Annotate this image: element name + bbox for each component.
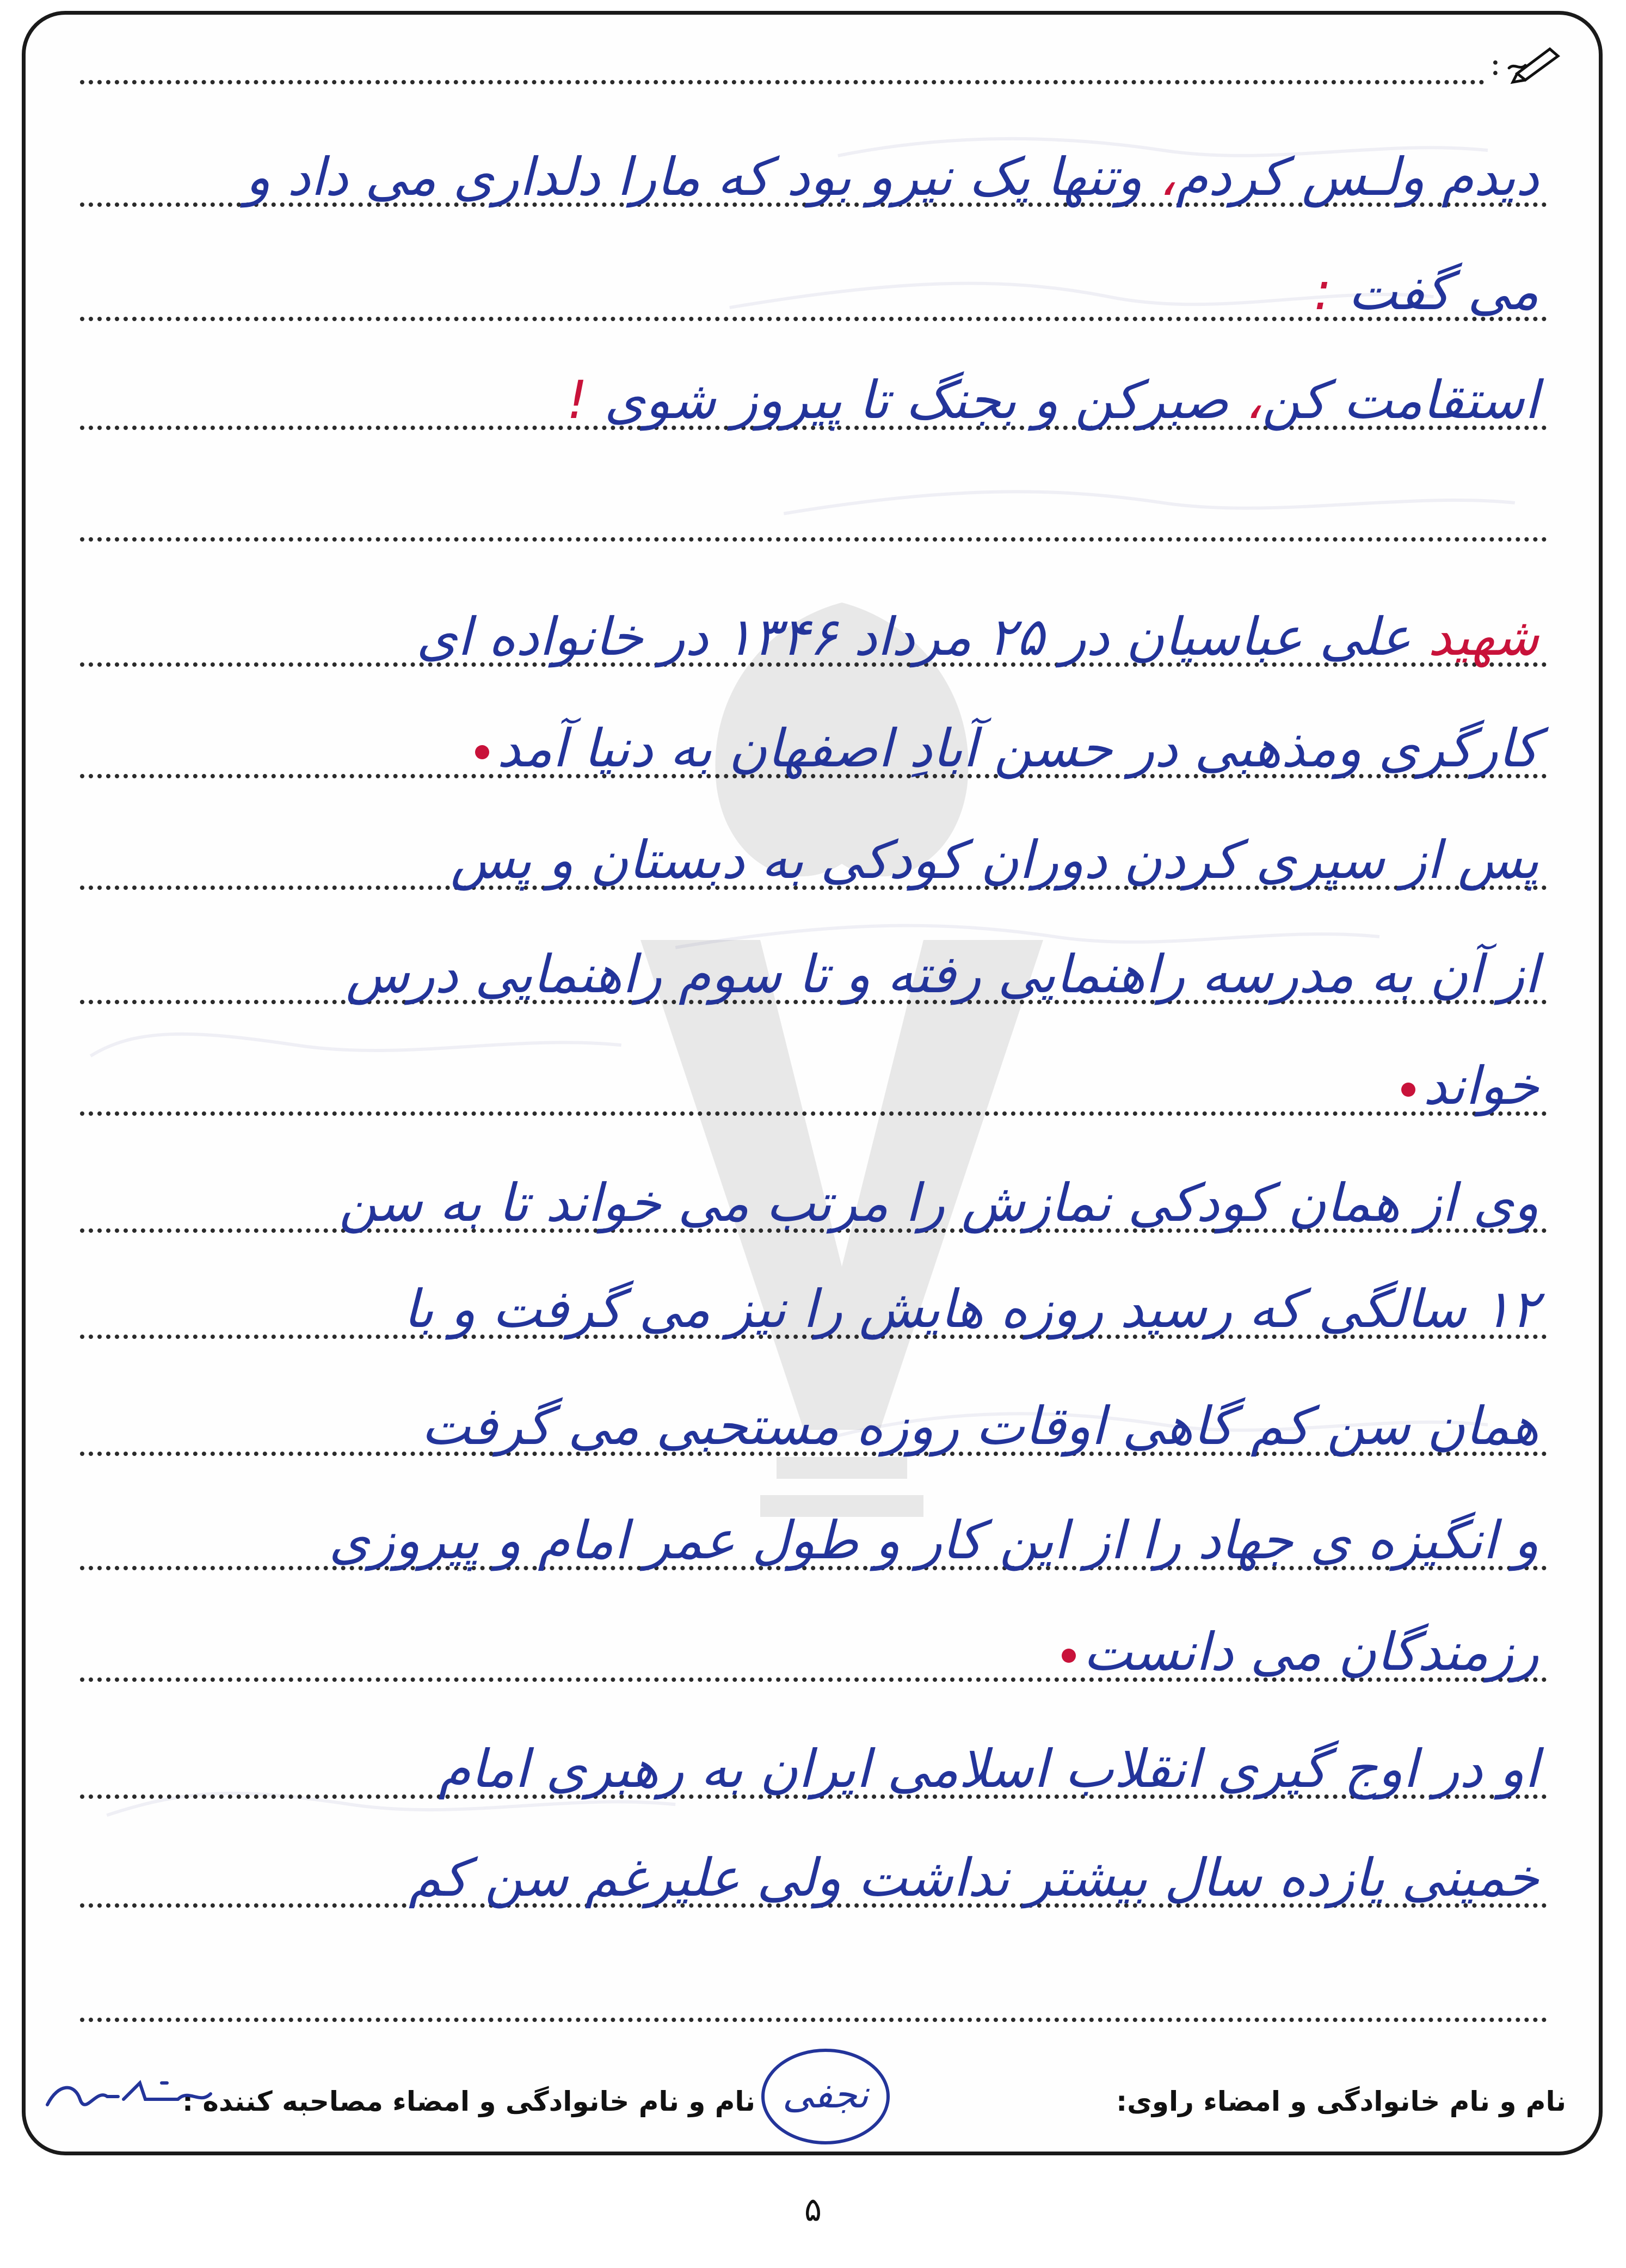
red-ink-text: شهید <box>1427 606 1539 667</box>
page-number: ۵ <box>804 2191 822 2229</box>
blue-ink-text: او در اوج گیری انقلاب اسلامی ایران به رهبری امام <box>438 1738 1539 1799</box>
blue-ink-text: دیدم ولـس کردم <box>1175 146 1539 207</box>
blue-ink-text: همان سن کم گاهی اوقات روزه مستحبی می گرفت <box>421 1396 1539 1456</box>
red-period-dot <box>1401 1083 1415 1097</box>
blue-ink-text: استقامت کن <box>1262 370 1539 431</box>
ruled-line <box>80 537 1547 542</box>
blue-ink-text: صبرکن و بجنگ تا پیروز شوی <box>604 370 1246 431</box>
handwritten-line <box>329 1510 1539 1571</box>
blue-ink-text: وتنها یک نیرو بود که مارا دلداری می داد و <box>245 146 1159 207</box>
narrator-label: نام و نام خانوادگی و امضاء راوی: <box>1116 2086 1566 2117</box>
blue-ink-text: خمینی یازده سال بیشتر نداشت ولی علیرغم سن کم <box>408 1847 1539 1908</box>
handwritten-line <box>245 146 1539 207</box>
handwritten-line <box>408 1847 1539 1908</box>
blue-ink-text: علی عباسیان در ۲۵ مرداد ۱۳۴۶ در خانواده ای <box>416 606 1428 667</box>
blue-ink-text: وی از همان کودکی نمازش را مرتب می خواند تا به سن <box>338 1172 1539 1233</box>
handwritten-line <box>338 1172 1539 1233</box>
interviewer-signature-text: نجفی <box>782 2072 869 2117</box>
pen-writing-icon <box>1506 41 1566 84</box>
handwritten-line <box>1314 261 1539 322</box>
blue-ink-text: می گفت <box>1348 261 1539 322</box>
blue-ink-text: رزمندگان می دانست <box>1083 1621 1539 1682</box>
red-period-dot <box>1062 1649 1076 1663</box>
handwritten-line <box>438 1738 1539 1799</box>
handwritten-line <box>403 1279 1539 1339</box>
handwritten-line <box>450 829 1539 890</box>
handwritten-line <box>566 370 1539 431</box>
narrator-signature <box>36 2067 216 2126</box>
interviewer-label: نام و نام خانوادگی و امضاء مصاحبه کننده : <box>182 2086 755 2117</box>
ruled-line <box>80 1111 1547 1116</box>
blue-ink-text: پس از سپری کردن دوران کودکی به دبستان و پس <box>450 829 1539 890</box>
ruled-line <box>80 2018 1547 2022</box>
blue-ink-text: خواند <box>1423 1055 1539 1116</box>
blue-ink-text: از آن به مدرسه راهنمایی رفته و تا سوم راهنمایی درس <box>346 944 1539 1005</box>
handwritten-line <box>1054 1621 1539 1682</box>
interviewer-signature <box>755 2039 896 2148</box>
ruled-line <box>80 80 1485 84</box>
handwritten-line <box>1394 1055 1539 1116</box>
red-ink-text: : <box>1314 261 1348 322</box>
handwritten-line <box>421 1396 1539 1456</box>
handwritten-line <box>416 606 1539 667</box>
red-ink-text: ، <box>1245 370 1262 431</box>
blue-ink-text: و انگیزه ی جهاد را از این کار و طول عمر امام و پیروزی <box>329 1510 1539 1571</box>
pen-colon: : <box>1489 45 1501 83</box>
red-ink-text: ، <box>1159 146 1176 207</box>
handwritten-line <box>467 718 1539 779</box>
red-period-dot <box>475 745 489 759</box>
blue-ink-text: ۱۲ سالگی که رسید روزه هایش را نیز می گرفت و با <box>403 1279 1539 1339</box>
red-ink-text: ! <box>566 370 605 431</box>
blue-ink-text: کارگری ومذهبی در حسن آبادِ اصفهان به دنیا آمد <box>497 718 1539 779</box>
notebook-page <box>22 11 1603 2155</box>
handwritten-line <box>346 944 1539 1005</box>
